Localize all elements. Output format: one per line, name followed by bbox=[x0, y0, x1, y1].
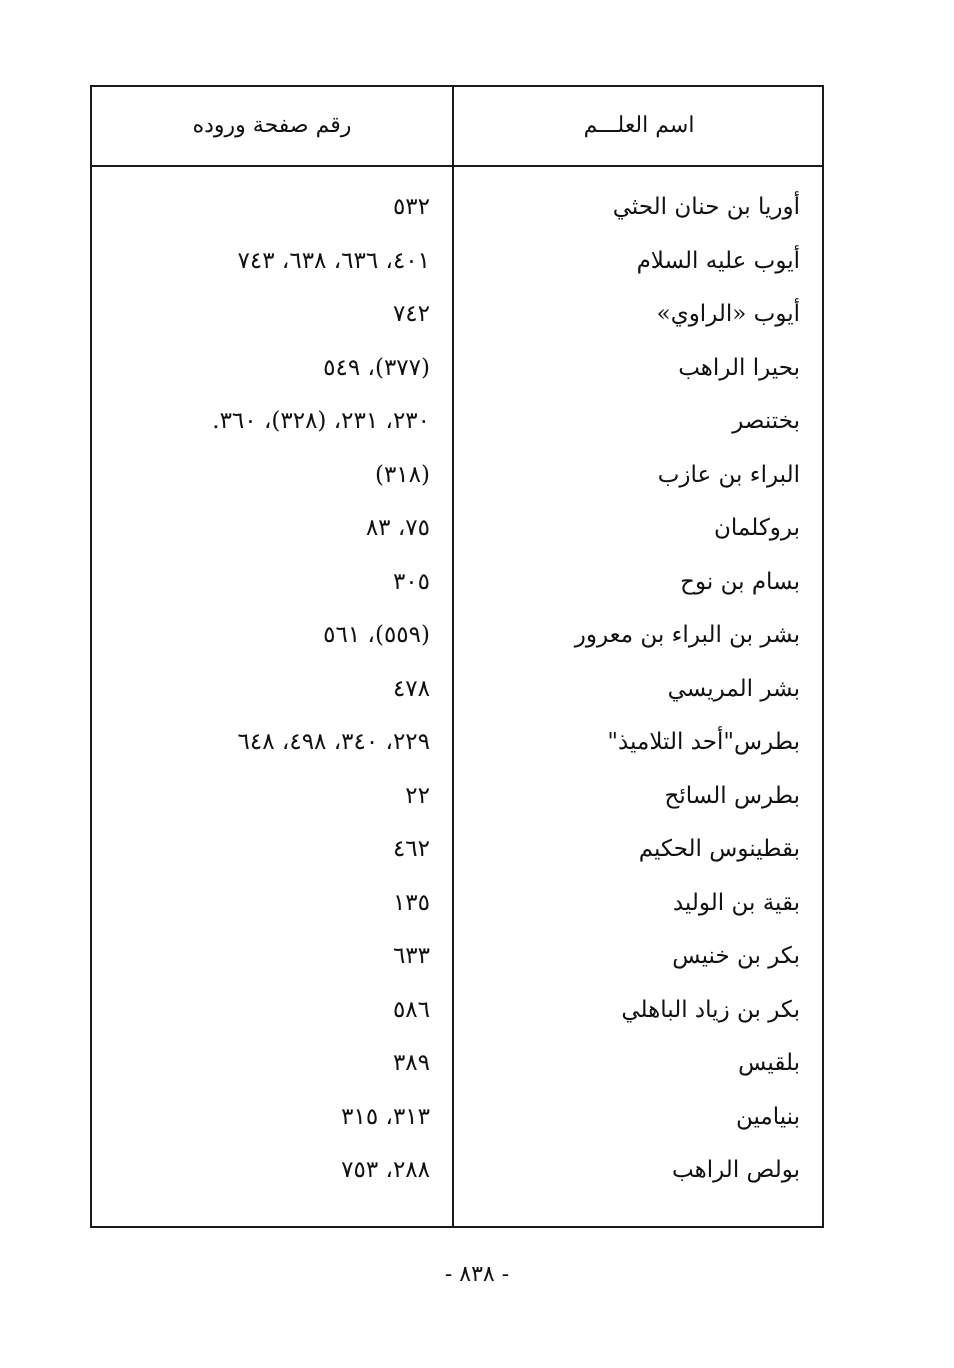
table-row bbox=[92, 822, 822, 876]
entry-pages: ٦٣٣ bbox=[392, 943, 430, 969]
entry-name: بروكلمان bbox=[714, 515, 800, 541]
entry-name: بكر بن زياد الباهلي bbox=[621, 996, 800, 1023]
table-row bbox=[92, 769, 822, 823]
entry-name: البراء بن عازب bbox=[657, 461, 800, 488]
index-rows bbox=[92, 180, 822, 1197]
entry-name: أوريا بن حنان الحثي bbox=[612, 194, 800, 220]
entry-pages: ٢٣٠، ٢٣١، (٣٢٨)، ٣٦٠. bbox=[212, 408, 430, 434]
entry-pages: ٣٠٥ bbox=[392, 568, 430, 595]
table-row bbox=[92, 448, 822, 502]
entry-pages: ١٣٥ bbox=[392, 889, 430, 916]
entry-name: بنيامين bbox=[735, 1103, 800, 1130]
table-row bbox=[92, 929, 822, 983]
entry-pages: ٤٦٢ bbox=[392, 836, 430, 862]
name-index-table bbox=[90, 85, 824, 1228]
entry-name: بلقيس bbox=[738, 1050, 800, 1076]
entry-pages: ٢٨٨، ٧٥٣ bbox=[341, 1157, 430, 1183]
header-name: اسم العلـــم bbox=[583, 113, 695, 138]
table-row bbox=[92, 662, 822, 716]
entry-pages: (٣٧٧)، ٥٤٩ bbox=[323, 354, 430, 381]
table-row bbox=[92, 341, 822, 395]
header-divider bbox=[92, 165, 822, 167]
entry-pages: (٣١٨) bbox=[374, 461, 430, 488]
entry-name: بسام بن نوح bbox=[680, 568, 800, 595]
table-row bbox=[92, 394, 822, 448]
table-row bbox=[92, 983, 822, 1037]
table-row bbox=[92, 1090, 822, 1144]
table-row bbox=[92, 180, 822, 234]
entry-name: بشر المريسي bbox=[667, 675, 800, 702]
entry-name: أيوب «الراوي» bbox=[656, 301, 800, 327]
table-row bbox=[92, 608, 822, 662]
table-row bbox=[92, 501, 822, 555]
table-row bbox=[92, 876, 822, 930]
entry-name: بختنصر bbox=[732, 408, 800, 434]
table-row bbox=[92, 1143, 822, 1197]
entry-pages: ٢٢٩، ٣٤٠، ٤٩٨، ٦٤٨ bbox=[237, 729, 430, 755]
entry-name: بقطينوس الحكيم bbox=[638, 836, 800, 862]
entry-pages: ٣٨٩ bbox=[392, 1050, 430, 1076]
entry-name: بقية بن الوليد bbox=[672, 889, 800, 916]
entry-pages: ٥٣٢ bbox=[392, 194, 430, 220]
entry-pages: ٤٠١، ٦٣٦، ٦٣٨، ٧٤٣ bbox=[237, 247, 430, 274]
table-row bbox=[92, 715, 822, 769]
entry-name: أيوب عليه السلام bbox=[636, 247, 800, 274]
entry-name: بشر بن البراء بن معرور bbox=[574, 622, 800, 648]
table-row bbox=[92, 555, 822, 609]
header-pages: رقم صفحة وروده bbox=[192, 113, 352, 138]
table-row bbox=[92, 1036, 822, 1090]
entry-pages: (٥٥٩)، ٥٦١ bbox=[323, 622, 430, 648]
entry-name: بطرس السائح bbox=[664, 782, 800, 809]
table-row bbox=[92, 287, 822, 341]
entry-name: بحيرا الراهب bbox=[678, 354, 800, 381]
entry-pages: ٧٥، ٨٣ bbox=[365, 515, 430, 541]
table-row bbox=[92, 234, 822, 288]
entry-name: بكر بن خنيس bbox=[672, 943, 800, 969]
entry-name: بولص الراهب bbox=[672, 1157, 800, 1183]
entry-pages: ٧٤٢ bbox=[392, 301, 430, 327]
entry-pages: ٥٨٦ bbox=[392, 996, 430, 1023]
entry-pages: ٣١٣، ٣١٥ bbox=[341, 1103, 430, 1130]
page-number: - ٨٣٨ - bbox=[444, 1262, 510, 1287]
entry-pages: ٤٧٨ bbox=[392, 675, 430, 702]
entry-name: بطرس"أحد التلاميذ" bbox=[607, 729, 800, 755]
entry-pages: ٢٢ bbox=[405, 782, 430, 809]
